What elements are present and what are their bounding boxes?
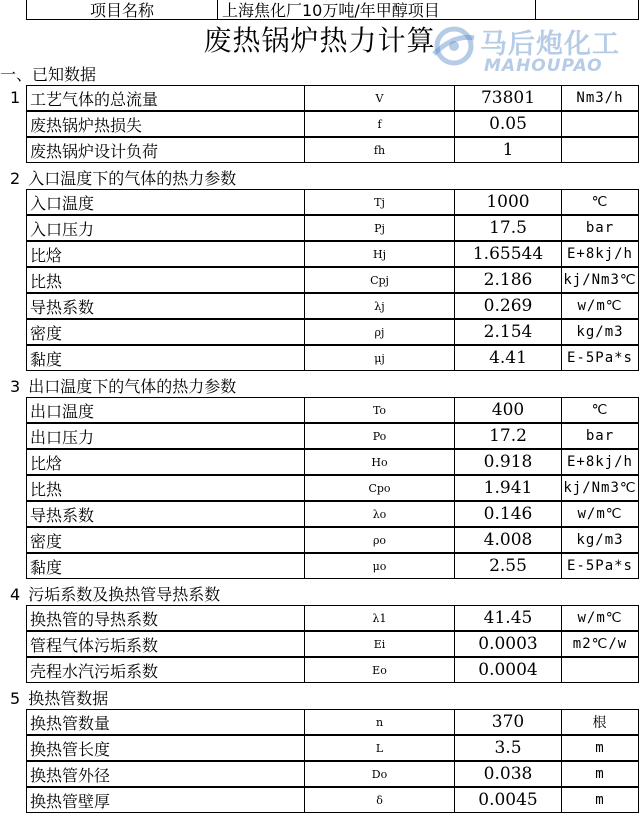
param-symbol[interactable]: ρj (304, 319, 454, 345)
param-value[interactable]: 4.41 (454, 345, 561, 371)
param-name[interactable]: 比焓 (26, 449, 304, 475)
param-unit[interactable] (561, 111, 639, 137)
param-value[interactable]: 41.45 (454, 605, 561, 631)
section-title: 换热管数据 (28, 689, 109, 708)
param-symbol[interactable]: Cpo (304, 475, 454, 501)
watermark-brand-cn: 马后炮化工 (480, 29, 620, 60)
table-row (26, 475, 639, 501)
param-value[interactable]: 0.038 (454, 761, 561, 787)
param-name[interactable]: 黏度 (26, 345, 304, 371)
param-value[interactable]: 17.5 (454, 215, 561, 241)
param-name[interactable]: 出口温度 (26, 397, 304, 423)
param-name[interactable]: 密度 (26, 319, 304, 345)
param-unit[interactable]: E-5Pa*s (561, 553, 639, 579)
section-number: 1 (10, 88, 21, 107)
param-unit[interactable]: ℃ (561, 189, 639, 215)
table-row (26, 605, 639, 631)
param-symbol[interactable]: λ1 (304, 605, 454, 631)
param-name[interactable]: 换热管壁厚 (26, 787, 304, 813)
param-value[interactable]: 1 (454, 137, 561, 163)
param-unit[interactable]: kg/m3 (561, 527, 639, 553)
param-symbol[interactable]: Hj (304, 241, 454, 267)
param-symbol[interactable]: Tj (304, 189, 454, 215)
watermark (430, 22, 639, 82)
table-row (26, 761, 639, 787)
table-row (26, 137, 639, 163)
table-row (26, 241, 639, 267)
param-name[interactable]: 导热系数 (26, 293, 304, 319)
table-row (26, 709, 639, 735)
param-unit[interactable]: 根 (561, 709, 639, 735)
param-value[interactable]: 4.008 (454, 527, 561, 553)
section-title: 污垢系数及换热管导热系数 (28, 585, 221, 604)
brand-logo-icon (430, 24, 478, 68)
section-number: 3 (10, 377, 21, 396)
param-value[interactable]: 0.0045 (454, 787, 561, 813)
param-name[interactable]: 壳程水汽污垢系数 (26, 657, 304, 683)
param-unit[interactable]: w/m℃ (561, 293, 639, 319)
param-name[interactable]: 换热管数量 (26, 709, 304, 735)
table-row (26, 215, 639, 241)
param-unit[interactable]: E+8kj/h (561, 449, 639, 475)
param-name[interactable]: 管程气体污垢系数 (26, 631, 304, 657)
param-symbol[interactable]: Po (304, 423, 454, 449)
param-value[interactable]: 0.269 (454, 293, 561, 319)
param-symbol[interactable]: Pj (304, 215, 454, 241)
table-row (26, 111, 639, 137)
param-name[interactable]: 入口压力 (26, 215, 304, 241)
table-row (26, 449, 639, 475)
param-symbol[interactable]: λo (304, 501, 454, 527)
param-symbol[interactable]: n (304, 709, 454, 735)
param-name[interactable]: 工艺气体的总流量 (26, 85, 304, 111)
table-row (26, 423, 639, 449)
param-symbol[interactable]: fh (304, 137, 454, 163)
param-value[interactable]: 0.0003 (454, 631, 561, 657)
param-unit[interactable]: m (561, 761, 639, 787)
watermark-brand-en: MAHOUPAO (484, 56, 603, 76)
param-symbol[interactable]: Do (304, 761, 454, 787)
param-unit[interactable]: m (561, 735, 639, 761)
table-row (26, 527, 639, 553)
param-name[interactable]: 出口压力 (26, 423, 304, 449)
param-name[interactable]: 换热管的导热系数 (26, 605, 304, 631)
param-name[interactable]: 导热系数 (26, 501, 304, 527)
param-value[interactable]: 0.918 (454, 449, 561, 475)
section-number: 2 (10, 169, 21, 188)
page-title: 废热锅炉热力计算 (203, 24, 436, 57)
param-symbol[interactable]: To (304, 397, 454, 423)
table-row (26, 189, 639, 215)
param-value[interactable]: 2.154 (454, 319, 561, 345)
param-unit[interactable]: kj/Nm3℃ (561, 267, 639, 293)
param-unit[interactable] (561, 657, 639, 683)
table-row (26, 397, 639, 423)
param-name[interactable]: 废热锅炉设计负荷 (26, 137, 304, 163)
param-name[interactable]: 废热锅炉热损失 (26, 111, 304, 137)
param-name[interactable]: 换热管外径 (26, 761, 304, 787)
table-row (26, 787, 639, 813)
table-row (26, 267, 639, 293)
param-value[interactable]: 0.05 (454, 111, 561, 137)
param-unit[interactable]: kj/Nm3℃ (561, 475, 639, 501)
param-unit[interactable]: w/m℃ (561, 605, 639, 631)
param-unit[interactable]: bar (561, 423, 639, 449)
param-value[interactable]: 370 (454, 709, 561, 735)
section-heading (10, 582, 220, 605)
section-number: 4 (10, 585, 21, 604)
param-name[interactable]: 入口温度 (26, 189, 304, 215)
table-row (26, 293, 639, 319)
param-unit[interactable]: m (561, 787, 639, 813)
param-value[interactable]: 2.55 (454, 553, 561, 579)
param-value[interactable]: 2.186 (454, 267, 561, 293)
table-row (26, 319, 639, 345)
section-title: 入口温度下的气体的热力参数 (28, 169, 237, 188)
param-symbol[interactable]: μo (304, 553, 454, 579)
param-value[interactable]: 400 (454, 397, 561, 423)
param-unit[interactable] (561, 137, 639, 163)
section-title: 出口温度下的气体的热力参数 (28, 377, 237, 396)
table-row (26, 735, 639, 761)
param-name[interactable]: 比热 (26, 267, 304, 293)
param-value[interactable]: 17.2 (454, 423, 561, 449)
param-unit[interactable]: E+8kj/h (561, 241, 639, 267)
param-unit[interactable]: kg/m3 (561, 319, 639, 345)
section-number: 5 (10, 689, 21, 708)
param-symbol[interactable]: Ho (304, 449, 454, 475)
param-symbol[interactable]: δ (304, 787, 454, 813)
param-value[interactable]: 0.0004 (454, 657, 561, 683)
param-value[interactable]: 1000 (454, 189, 561, 215)
section-heading (10, 686, 108, 709)
param-symbol[interactable]: μj (304, 345, 454, 371)
project-label: 项目名称 (89, 1, 154, 20)
table-row (26, 501, 639, 527)
param-symbol[interactable]: Ei (304, 631, 454, 657)
project-name-cell (217, 0, 536, 20)
param-symbol[interactable]: Cpj (304, 267, 454, 293)
param-name[interactable]: 换热管长度 (26, 735, 304, 761)
table-row (26, 553, 639, 579)
param-name[interactable]: 比焓 (26, 241, 304, 267)
param-value[interactable]: 3.5 (454, 735, 561, 761)
table-row (26, 657, 639, 683)
param-name[interactable]: 密度 (26, 527, 304, 553)
table-row (26, 85, 639, 111)
param-unit[interactable]: ℃ (561, 397, 639, 423)
param-unit[interactable]: m2℃/w (561, 631, 639, 657)
param-unit[interactable]: Nm3/h (561, 85, 639, 111)
param-value[interactable]: 1.65544 (454, 241, 561, 267)
known-data-heading: 一、已知数据 (0, 65, 97, 84)
param-symbol[interactable]: V (304, 85, 454, 111)
section-heading (10, 374, 236, 397)
project-label-cell (26, 0, 218, 20)
param-unit[interactable]: w/m℃ (561, 501, 639, 527)
param-symbol[interactable]: L (304, 735, 454, 761)
param-symbol[interactable]: f (304, 111, 454, 137)
project-name: 上海焦化厂10万吨/年甲醇项目 (222, 1, 440, 20)
param-symbol[interactable]: ρo (304, 527, 454, 553)
param-name[interactable]: 黏度 (26, 553, 304, 579)
param-name[interactable]: 比热 (26, 475, 304, 501)
param-value[interactable]: 1.941 (454, 475, 561, 501)
param-unit[interactable]: bar (561, 215, 639, 241)
table-row (26, 345, 639, 371)
param-unit[interactable]: E-5Pa*s (561, 345, 639, 371)
table-row (26, 631, 639, 657)
header-blank-cell (535, 0, 639, 20)
param-value[interactable]: 73801 (454, 85, 561, 111)
section-heading (10, 166, 236, 189)
param-value[interactable]: 0.146 (454, 501, 561, 527)
param-symbol[interactable]: Eo (304, 657, 454, 683)
param-symbol[interactable]: λj (304, 293, 454, 319)
